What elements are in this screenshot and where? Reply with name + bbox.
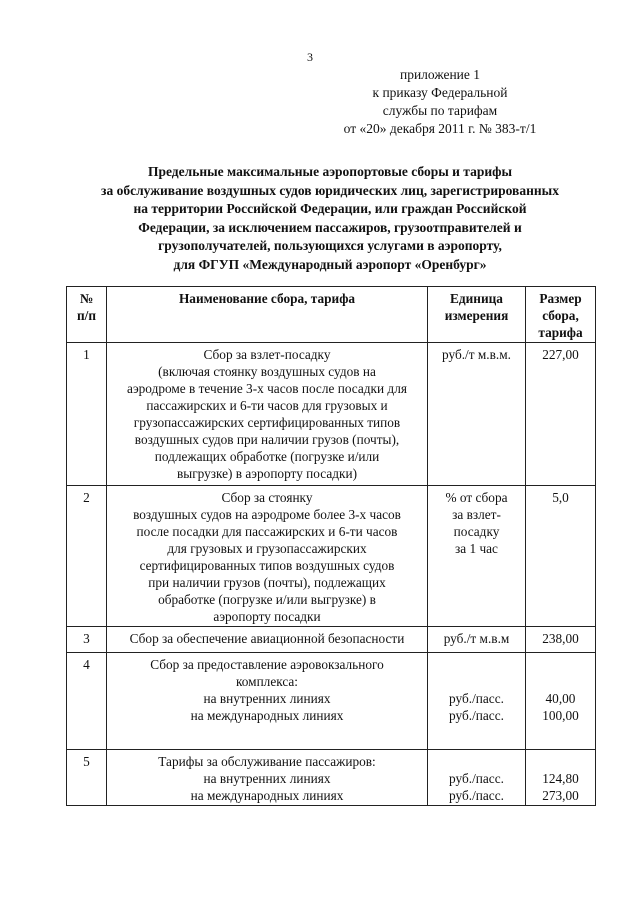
fee-name-line: пассажирских и 6-ти часов для грузовых и — [146, 398, 388, 413]
fee-unit-line: за взлет- — [452, 507, 501, 522]
title-line: на территории Российской Федерации, или граждан Российской — [133, 201, 527, 216]
fee-name — [107, 627, 428, 653]
fee-unit-line — [428, 656, 525, 673]
table-row — [67, 627, 596, 653]
fee-name-line: Сбор за предоставление аэровокзального — [150, 657, 384, 672]
fee-name-line: подлежащих обработке (погрузке и/или — [154, 449, 380, 464]
fee-unit-line: руб./пасс. — [449, 788, 504, 803]
fee-value — [526, 627, 596, 653]
fee-unit-line — [428, 673, 525, 690]
fee-name-line: Сбор за стоянку — [221, 490, 313, 505]
title-line: Предельные максимальные аэропортовые сборы и тарифы — [147, 164, 512, 179]
fee-unit-line: руб./пасс. — [449, 691, 504, 706]
fee-name-line: грузопассажирских сертифицированных типов — [133, 415, 401, 430]
table-row — [67, 486, 596, 627]
fee-name-line: на международных линиях — [190, 708, 344, 723]
fee-unit-line: % от сбора — [445, 490, 508, 505]
table-row — [67, 343, 596, 486]
fee-value — [526, 750, 596, 806]
title-line: Федерации, за исключением пассажиров, грузоотправителей и — [138, 219, 522, 235]
fee-name — [107, 750, 428, 806]
fee-value-line — [526, 673, 595, 690]
title-line: грузополучателей, пользующихся услугами в аэропорту, — [158, 238, 502, 253]
appendix-block — [320, 66, 560, 138]
table-row — [67, 653, 596, 750]
appendix-line: приложение 1 — [399, 67, 481, 82]
fee-value-line: 238,00 — [542, 631, 579, 646]
fee-unit-line: посадку — [453, 524, 500, 539]
fee-name-line: на международных линиях — [190, 788, 344, 803]
fee-value — [526, 343, 596, 486]
document-title — [40, 163, 620, 274]
fee-unit-line: руб./пасс. — [449, 708, 504, 723]
fee-unit — [428, 486, 526, 627]
fee-value-line — [526, 656, 595, 673]
fee-unit — [428, 627, 526, 653]
fee-name-line: воздушных судов на аэродроме более 3-х часов — [133, 507, 401, 522]
fee-value-line: 124,80 — [542, 771, 579, 786]
fee-name-line: Сбор за взлет-посадку — [203, 347, 331, 362]
fee-name-line: Сбор за обеспечение авиационной безопасности — [129, 631, 405, 646]
fee-unit-line: руб./т м.в.м — [443, 631, 510, 646]
fee-unit-line: руб./пасс. — [449, 771, 504, 786]
title-line: для ФГУП «Международный аэропорт «Оренбург» — [173, 256, 487, 272]
row-number: 1 — [67, 343, 107, 486]
row-number: 2 — [67, 486, 107, 627]
fee-unit — [428, 653, 526, 750]
fee-name-line: комплекса: — [235, 674, 299, 689]
fee-value — [526, 653, 596, 750]
fee-name-line: на внутренних линиях — [203, 691, 331, 706]
header-name: Наименование сбора, тарифа — [107, 287, 428, 343]
header-value: Размер сбора, тарифа — [526, 287, 596, 343]
fee-unit-line: за 1 час — [455, 541, 498, 556]
fee-value-line: 5,0 — [552, 490, 569, 505]
row-number: 4 — [67, 653, 107, 750]
appendix-line: от «20» декабря 2011 г. № 383-т/1 — [343, 121, 537, 136]
fee-unit — [428, 343, 526, 486]
fee-unit-line — [428, 753, 525, 770]
fees-table — [66, 286, 596, 806]
fee-name-line: при наличии грузов (почты), подлежащих — [148, 575, 386, 590]
fee-value — [526, 486, 596, 627]
table-row — [67, 750, 596, 806]
fee-name-line: выгрузке) в аэропорту посадки) — [176, 466, 357, 481]
fee-name — [107, 486, 428, 627]
fee-value-line: 100,00 — [542, 708, 579, 723]
row-number: 3 — [67, 627, 107, 653]
fee-value-line: 40,00 — [545, 691, 576, 706]
fee-name-line: аэродроме в течение 3-х часов после посадки для — [127, 381, 407, 396]
fee-value-line: 227,00 — [542, 347, 579, 362]
fee-value-line: 273,00 — [542, 788, 579, 803]
appendix-line: службы по тарифам — [382, 103, 498, 118]
fee-name-line: обработке (погрузке и/или выгрузке) в — [158, 592, 376, 607]
table-body — [67, 343, 596, 806]
row-number: 5 — [67, 750, 107, 806]
appendix-line: к приказу Федеральной — [372, 85, 508, 100]
header-unit: Единица измерения — [428, 287, 526, 343]
fee-value-line — [526, 753, 595, 770]
fee-name-line: (включая стоянку воздушных судов на — [158, 364, 376, 379]
fee-name-line: на внутренних линиях — [203, 771, 331, 786]
fee-name-line: Тарифы за обслуживание пассажиров: — [158, 754, 376, 769]
page-number: 3 — [307, 50, 313, 64]
fee-name — [107, 653, 428, 750]
fee-unit — [428, 750, 526, 806]
fee-name-line: после посадки для пассажирских и 6-ти часов — [136, 524, 398, 539]
fee-unit-line: руб./т м.в.м. — [442, 347, 511, 362]
fee-name-line: для грузовых и грузопассажирских — [167, 541, 367, 556]
fee-name-line: аэропорту посадки — [213, 609, 321, 624]
fee-name-line: воздушных судов при наличии грузов (почты), — [134, 432, 400, 447]
title-line: за обслуживание воздушных судов юридических лиц, зарегистрированных — [101, 182, 559, 198]
fee-name-line: сертифицированных типов воздушных судов — [139, 558, 395, 573]
header-num: № п/п — [67, 287, 107, 343]
fee-name — [107, 343, 428, 486]
table-header-row — [67, 287, 596, 343]
